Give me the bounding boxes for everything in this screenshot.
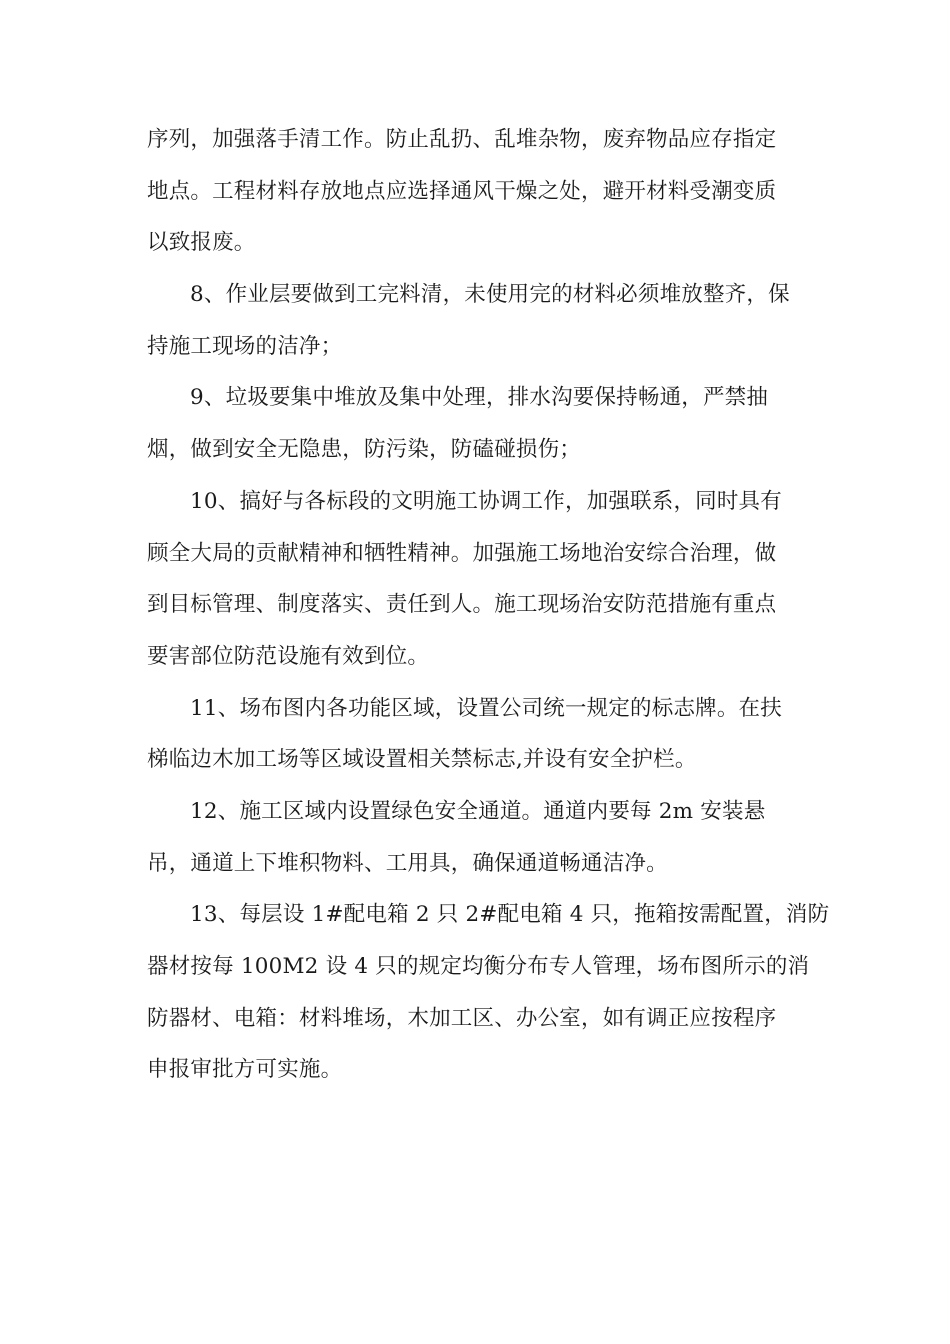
paragraph-item-12 [147, 786, 807, 889]
text-line: 防器材、电箱：材料堆场，木加工区、办公室，如有调正应按程序 [147, 1005, 777, 1031]
text-line: 烟，做到安全无隐患，防污染，防磕碰损伤； [147, 437, 582, 463]
text-line: 要害部位防范设施有效到位。 [147, 643, 430, 669]
paragraph-item-9 [147, 372, 807, 475]
document-page [147, 114, 830, 1096]
paragraph-item-8 [147, 269, 807, 372]
text-line: 吊，通道上下堆积物料、工用具，确保通道畅通洁净。 [147, 850, 668, 876]
text-line: 以致报废。 [147, 230, 256, 256]
text-line: 到目标管理、制度落实、责任到人。施工现场治安防范措施有重点 [147, 592, 777, 618]
paragraph-item-10 [147, 476, 807, 683]
text-line: 器材按每 100M2 设 4 只的规定均衡分布专人管理，场布图所示的消 [147, 954, 810, 979]
text-line: 10、搞好与各标段的文明施工协调工作，加强联系，同时具有 [190, 488, 782, 514]
paragraph-item-11 [147, 683, 807, 786]
text-line: 12、施工区域内设置绿色安全通道。通道内要每 2m 安装悬 [190, 798, 766, 824]
text-line: 13、每层设 1#配电箱 2 只 2#配电箱 4 只，拖箱按需配置，消防 [190, 902, 830, 928]
text-line: 9、垃圾要集中堆放及集中处理，排水沟要保持畅通，严禁抽 [190, 385, 769, 411]
text-line: 11、场布图内各功能区域，设置公司统一规定的标志牌。在扶 [190, 695, 782, 721]
text-line: 地点。工程材料存放地点应选择通风干燥之处，避开材料受潮变质 [147, 178, 777, 204]
text-line: 序列，加强落手清工作。防止乱扔、乱堆杂物，废弃物品应存指定 [147, 127, 777, 152]
text-line: 申报审批方可实施。 [147, 1057, 343, 1083]
paragraph-item-13 [147, 889, 830, 1096]
text-line: 8、作业层要做到工完料清，未使用完的材料必须堆放整齐，保 [190, 282, 790, 308]
paragraph-continuation [147, 114, 807, 269]
text-line: 持施工现场的洁净； [147, 333, 343, 359]
text-line: 顾全大局的贡献精神和牺牲精神。加强施工场地治安综合治理，做 [147, 540, 777, 566]
text-line: 梯临边木加工场等区域设置相关禁标志,并设有安全护栏。 [147, 747, 697, 773]
